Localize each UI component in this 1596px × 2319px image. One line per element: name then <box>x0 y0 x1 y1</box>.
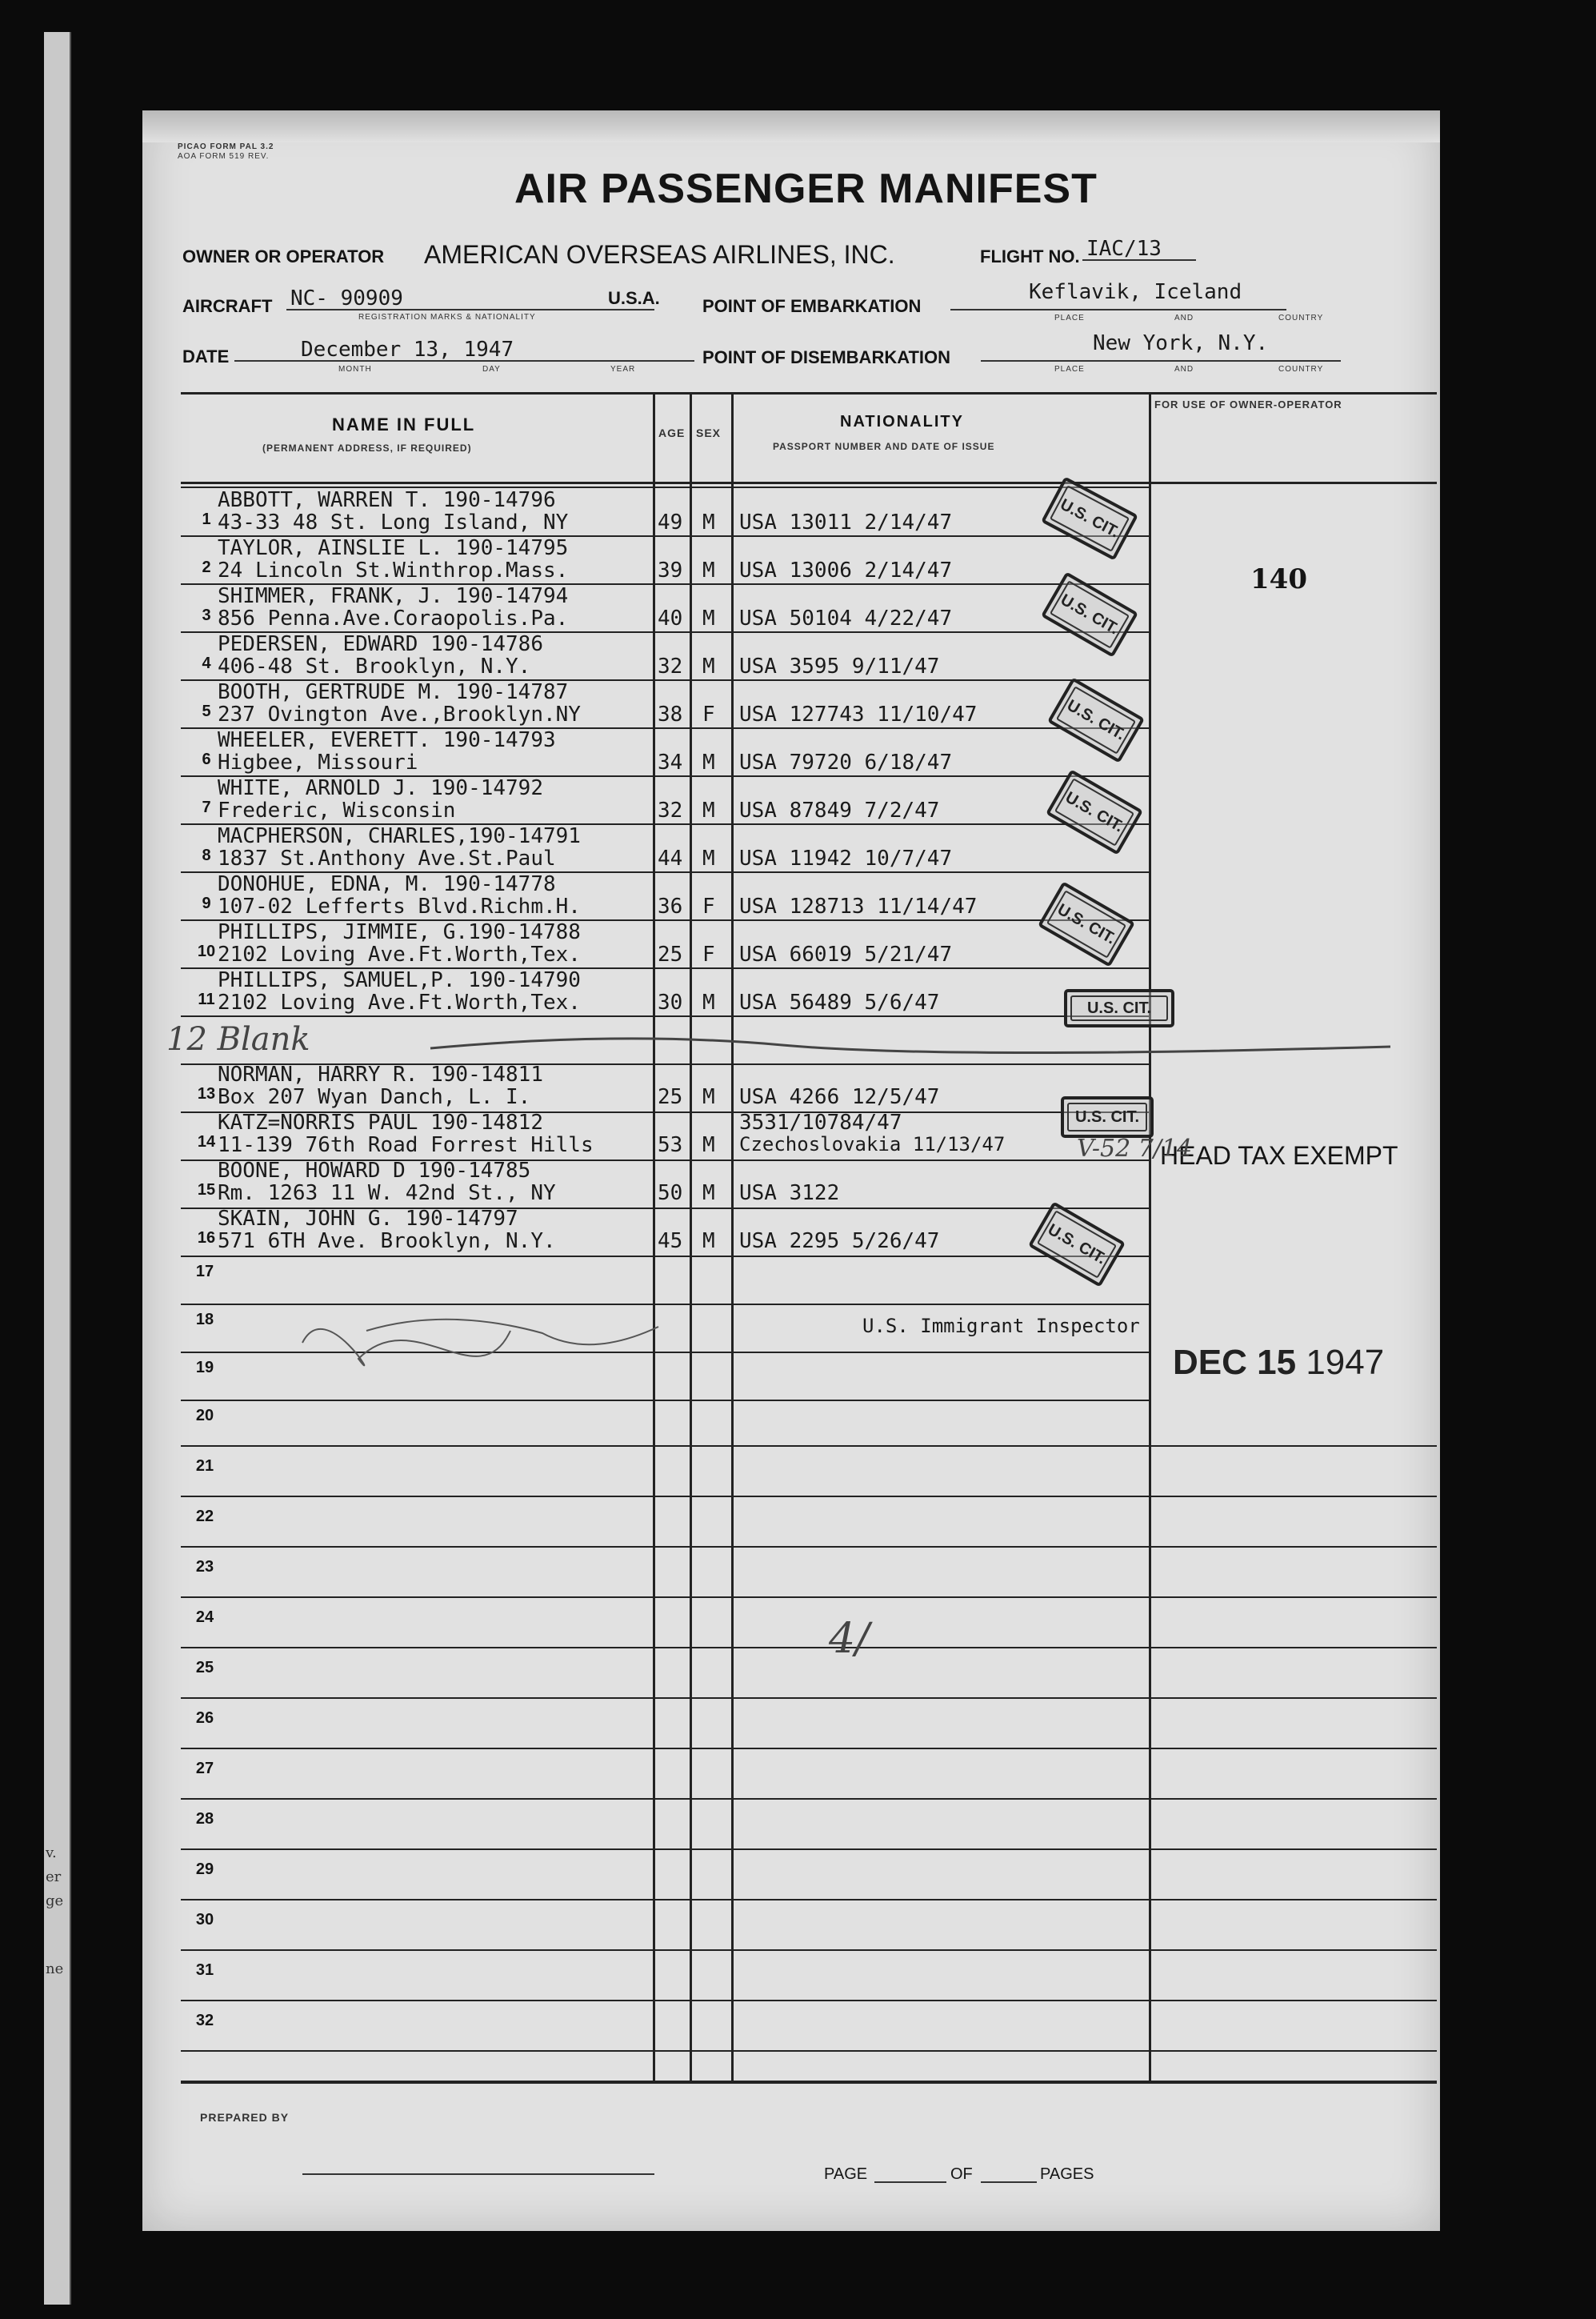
us-citizen-stamp: U.S. CIT. <box>1046 769 1143 855</box>
and-caption-2: AND <box>1174 365 1194 374</box>
passenger-address: 1837 St.Anthony Ave.St.Paul <box>218 847 556 871</box>
passenger-address: 856 Penna.Ave.Coraopolis.Pa. <box>218 607 569 631</box>
passenger-age: 32 <box>658 655 683 679</box>
owner-value: AMERICAN OVERSEAS AIRLINES, INC. <box>424 240 895 269</box>
row-number: 20 <box>195 1407 214 1424</box>
flight-value: IAC/13 <box>1086 237 1162 261</box>
date-stamp-month: DEC <box>1173 1343 1247 1382</box>
country-caption: COUNTRY <box>1278 314 1324 322</box>
passenger-sex: M <box>702 559 715 583</box>
us-citizen-stamp: U.S. CIT. <box>1041 571 1138 657</box>
passenger-address: 237 Ovington Ave.,Brooklyn.NY <box>218 703 581 727</box>
passenger-name: WHITE, ARNOLD J. 190-14792 <box>218 776 543 800</box>
passenger-age: 25 <box>658 1085 683 1109</box>
margin-fragment: ge <box>46 1892 64 1909</box>
inspector-caption: U.S. Immigrant Inspector <box>862 1315 1140 1337</box>
passenger-sex: M <box>702 1133 715 1157</box>
row-number: 24 <box>195 1608 214 1626</box>
country-caption-2: COUNTRY <box>1278 365 1324 374</box>
row-number: 19 <box>195 1359 214 1376</box>
passenger-sex: M <box>702 607 715 631</box>
place-caption-2: PLACE <box>1054 365 1085 374</box>
passenger-address: 11-139 76th Road Forrest Hills <box>218 1133 594 1157</box>
form-id-rev: AOA FORM 519 REV. <box>178 152 270 161</box>
row-number: 16 <box>197 1229 216 1247</box>
date-stamp <box>1173 1343 1384 1383</box>
adjacent-page-edge <box>44 32 71 2305</box>
passenger-age: 44 <box>658 847 683 871</box>
margin-fragment: er <box>46 1868 62 1885</box>
passenger-age: 40 <box>658 607 683 631</box>
row-number: 22 <box>195 1508 214 1525</box>
passenger-name: PHILLIPS, JIMMIE, G.190-14788 <box>218 920 581 944</box>
row-number: 9 <box>202 895 211 912</box>
col-name-sub: (PERMANENT ADDRESS, IF REQUIRED) <box>262 443 472 454</box>
us-citizen-stamp: U.S. CIT. <box>1064 989 1174 1027</box>
passenger-address: Frederic, Wisconsin <box>218 799 456 823</box>
passenger-address: Box 207 Wyan Danch, L. I. <box>218 1085 531 1109</box>
passenger-sex: M <box>702 1085 715 1109</box>
passenger-age: 25 <box>658 943 683 967</box>
passenger-passport: USA 56489 5/6/47 <box>739 991 940 1015</box>
passenger-passport-country: Czechoslovakia 11/13/47 <box>739 1133 1006 1155</box>
passenger-address: 107-02 Lefferts Blvd.Richm.H. <box>218 895 581 919</box>
passenger-name: DONOHUE, EDNA, M. 190-14778 <box>218 872 556 896</box>
row-number: 31 <box>195 1961 214 1979</box>
col-nationality-title: NATIONALITY <box>840 413 964 431</box>
page-number-line <box>874 2181 946 2183</box>
passenger-sex: M <box>702 799 715 823</box>
passenger-name: SKAIN, JOHN G. 190-14797 <box>218 1207 518 1231</box>
row-number: 13 <box>197 1085 216 1103</box>
passenger-sex: F <box>702 943 715 967</box>
passenger-passport: USA 87849 7/2/47 <box>739 799 940 823</box>
passenger-passport: USA 79720 6/18/47 <box>739 751 953 775</box>
and-caption: AND <box>1174 314 1194 322</box>
col-owner-use: FOR USE OF OWNER-OPERATOR <box>1154 399 1342 411</box>
passenger-passport: 3531/10784/47 <box>739 1111 902 1135</box>
col-nationality-sub: PASSPORT NUMBER AND DATE OF ISSUE <box>773 441 995 452</box>
prepared-by-line <box>302 2173 654 2175</box>
date-stamp-year: 1947 <box>1306 1343 1385 1382</box>
margin-scribble: 4/ <box>829 1615 870 1663</box>
row-number: 25 <box>195 1659 214 1676</box>
passenger-passport: USA 13006 2/14/47 <box>739 559 953 583</box>
row-number: 26 <box>195 1709 214 1727</box>
passenger-sex: M <box>702 1181 715 1205</box>
row-number: 18 <box>195 1311 214 1328</box>
passenger-name: PEDERSEN, EDWARD 190-14786 <box>218 632 543 656</box>
flight-label: FLIGHT NO. <box>980 246 1080 266</box>
signature-loop <box>302 1329 510 1365</box>
manifest-page <box>142 110 1440 2231</box>
passenger-passport: USA 13011 2/14/47 <box>739 511 953 535</box>
row-number: 3 <box>202 607 211 624</box>
passenger-sex: M <box>702 511 715 535</box>
passenger-age: 53 <box>658 1133 683 1157</box>
passenger-name: WHEELER, EVERETT. 190-14793 <box>218 728 556 752</box>
passenger-passport: USA 50104 4/22/47 <box>739 607 953 631</box>
date-label: DATE <box>182 346 230 366</box>
disembark-value: New York, N.Y. <box>1093 331 1269 355</box>
aircraft-label: AIRCRAFT <box>182 296 273 316</box>
col-sex: SEX <box>696 427 722 439</box>
row-number: 17 <box>195 1263 214 1280</box>
passenger-age: 36 <box>658 895 683 919</box>
embark-label: POINT OF EMBARKATION <box>702 296 922 316</box>
blank-strike-line <box>430 1039 1390 1053</box>
passenger-age: 32 <box>658 799 683 823</box>
passenger-name: NORMAN, HARRY R. 190-14811 <box>218 1063 543 1087</box>
passenger-sex: F <box>702 703 715 727</box>
day-caption: DAY <box>482 365 501 374</box>
passenger-sex: M <box>702 655 715 679</box>
row-number: 2 <box>202 559 211 576</box>
page-title: AIR PASSENGER MANIFEST <box>514 166 1098 212</box>
row-number: 5 <box>202 703 211 720</box>
us-citizen-stamp: U.S. CIT. <box>1041 476 1138 560</box>
passenger-age: 49 <box>658 511 683 535</box>
aircraft-value: NC- 90909 <box>290 286 403 310</box>
passenger-sex: M <box>702 847 715 871</box>
col-name-title: NAME IN FULL <box>332 415 476 435</box>
aircraft-caption: REGISTRATION MARKS & NATIONALITY <box>358 313 536 322</box>
passenger-address: 43-33 48 St. Long Island, NY <box>218 511 569 535</box>
row-number: 32 <box>195 2012 214 2029</box>
passenger-passport: USA 66019 5/21/47 <box>739 943 953 967</box>
month-caption: MONTH <box>338 365 372 374</box>
form-id: PICAO FORM PAL 3.2 <box>178 142 274 151</box>
pages-label: PAGES <box>1040 2165 1094 2183</box>
passenger-passport: USA 3595 9/11/47 <box>739 655 940 679</box>
passenger-name: PHILLIPS, SAMUEL,P. 190-14790 <box>218 968 581 992</box>
row-number: 7 <box>202 799 211 816</box>
owner-label: OWNER OR OPERATOR <box>182 246 385 266</box>
passenger-age: 34 <box>658 751 683 775</box>
passenger-age: 39 <box>658 559 683 583</box>
head-tax-exempt: HEAD TAX EXEMPT <box>1160 1141 1398 1170</box>
passenger-name: KATZ=NORRIS PAUL 190-14812 <box>218 1111 543 1135</box>
prepared-by-label: PREPARED BY <box>200 2111 290 2124</box>
passenger-name: SHIMMER, FRANK, J. 190-14794 <box>218 584 569 608</box>
passenger-passport: USA 11942 10/7/47 <box>739 847 953 871</box>
us-citizen-stamp: U.S. CIT. <box>1028 1201 1126 1287</box>
disembark-label: POINT OF DISEMBARKATION <box>702 347 951 367</box>
passenger-sex: F <box>702 895 715 919</box>
embark-value: Keflavik, Iceland <box>1029 280 1242 304</box>
place-caption: PLACE <box>1054 314 1085 322</box>
us-citizen-stamp: U.S. CIT. <box>1061 1096 1154 1138</box>
row-number: 28 <box>195 1810 214 1828</box>
page-label: PAGE <box>824 2165 868 2183</box>
of-label: OF <box>950 2165 973 2183</box>
passenger-name: ABBOTT, WARREN T. 190-14796 <box>218 488 556 512</box>
passenger-name: BOONE, HOWARD D 190-14785 <box>218 1159 531 1183</box>
row-number: 8 <box>202 847 211 864</box>
passenger-sex: M <box>702 991 715 1015</box>
passenger-passport: USA 127743 11/10/47 <box>739 703 978 727</box>
passenger-passport: USA 4266 12/5/47 <box>739 1085 940 1109</box>
row-number: 4 <box>202 655 211 672</box>
row12-blank-note: 12 Blank <box>166 1021 310 1058</box>
margin-fragment: ne <box>46 1961 64 1977</box>
passenger-age: 50 <box>658 1181 683 1205</box>
passenger-address: 406-48 St. Brooklyn, N.Y. <box>218 655 531 679</box>
row-number: 10 <box>197 943 216 960</box>
passenger-sex: M <box>702 751 715 775</box>
passenger-address: Higbee, Missouri <box>218 751 418 775</box>
passenger-age: 30 <box>658 991 683 1015</box>
passenger-passport: USA 128713 11/14/47 <box>739 895 978 919</box>
us-citizen-stamp: U.S. CIT. <box>1047 677 1145 763</box>
passenger-name: TAYLOR, AINSLIE L. 190-14795 <box>218 536 569 560</box>
row-number: 30 <box>195 1911 214 1928</box>
row-number: 15 <box>197 1181 216 1199</box>
passenger-passport: USA 2295 5/26/47 <box>739 1229 940 1253</box>
passenger-address: 24 Lincoln St.Winthrop.Mass. <box>218 559 569 583</box>
passenger-age: 38 <box>658 703 683 727</box>
us-citizen-stamp: U.S. CIT. <box>1038 881 1135 967</box>
year-caption: YEAR <box>610 365 636 374</box>
passenger-sex: M <box>702 1229 715 1253</box>
col-age: AGE <box>658 427 686 439</box>
passenger-count: 140 <box>1250 563 1307 595</box>
v-note: V-52 7/14 <box>1077 1135 1193 1163</box>
row-number: 27 <box>195 1760 214 1777</box>
page-total-line <box>981 2181 1037 2183</box>
row-number: 6 <box>202 751 211 768</box>
passenger-passport: USA 3122 <box>739 1181 840 1205</box>
passenger-name: BOOTH, GERTRUDE M. 190-14787 <box>218 680 569 704</box>
passenger-name: MACPHERSON, CHARLES,190-14791 <box>218 824 581 848</box>
passenger-age: 45 <box>658 1229 683 1253</box>
margin-fragment: v. <box>46 1844 57 1861</box>
row-number: 23 <box>195 1558 214 1576</box>
passenger-address: 571 6TH Ave. Brooklyn, N.Y. <box>218 1229 556 1253</box>
passenger-address: 2102 Loving Ave.Ft.Worth,Tex. <box>218 943 581 967</box>
row-number: 14 <box>197 1133 216 1151</box>
row-number: 21 <box>195 1457 214 1475</box>
passenger-address: 2102 Loving Ave.Ft.Worth,Tex. <box>218 991 581 1015</box>
date-value: December 13, 1947 <box>301 338 514 362</box>
row-number: 11 <box>198 991 215 1008</box>
passenger-address: Rm. 1263 11 W. 42nd St., NY <box>218 1181 556 1205</box>
aircraft-country: U.S.A. <box>608 288 660 308</box>
row-number: 29 <box>195 1860 214 1878</box>
row-number: 1 <box>202 511 211 528</box>
date-stamp-day: 15 <box>1257 1343 1297 1382</box>
